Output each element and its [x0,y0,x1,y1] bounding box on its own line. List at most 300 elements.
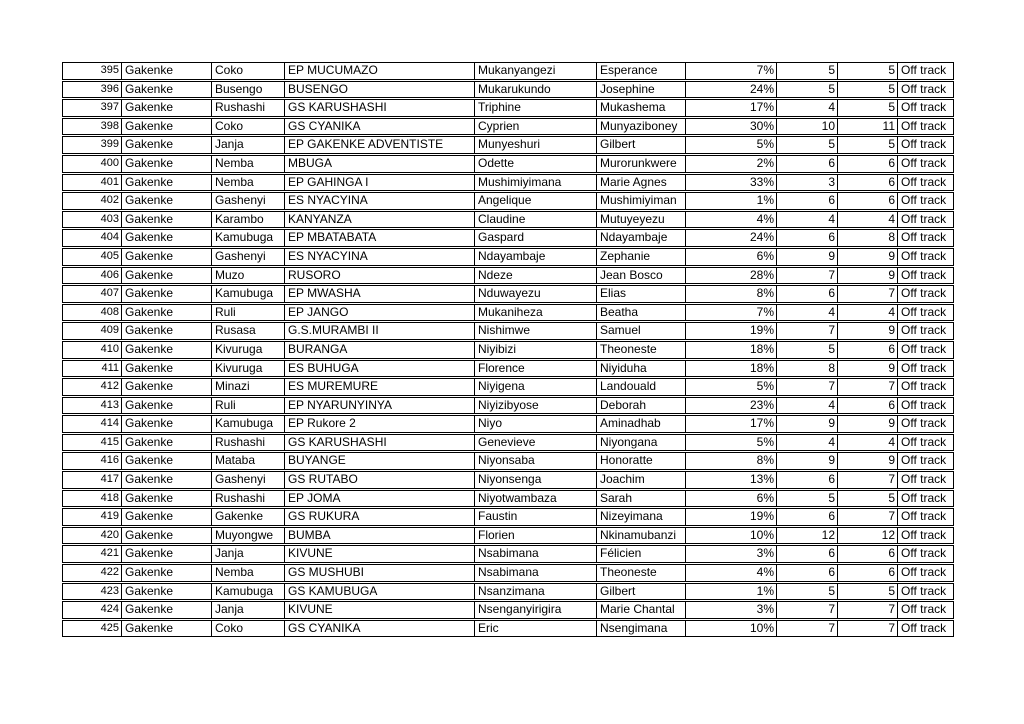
cell-metric-2: 4 [837,435,897,451]
cell-last-name: Marie Chantal [596,602,685,618]
table-row [62,62,954,80]
cell-metric-1: 4 [776,100,837,116]
table-row [62,248,954,266]
cell-percent: 5% [685,379,776,395]
cell-school: G.S.MURAMBI II [284,323,474,339]
cell-sector: Gashenyi [211,193,284,209]
cell-first-name: Niyonsaba [474,453,596,469]
cell-first-name: Mushimiyimana [474,175,596,191]
cell-last-name: Munyaziboney [596,119,685,135]
cell-status: Off track [897,119,953,135]
cell-first-name: Faustin [474,509,596,525]
cell-last-name: Deborah [596,398,685,414]
cell-status: Off track [897,453,953,469]
table-row [62,471,954,489]
cell-school: GS MUSHUBI [284,565,474,581]
cell-status: Off track [897,156,953,172]
cell-sector: Muyongwe [211,528,284,544]
cell-school: KANYANZA [284,212,474,228]
cell-last-name: Marie Agnes [596,175,685,191]
table-row [62,341,954,359]
cell-metric-2: 7 [837,621,897,637]
cell-first-name: Nsabimana [474,565,596,581]
table-row [62,490,954,508]
cell-metric-1: 12 [776,528,837,544]
table-row [62,601,954,619]
cell-status: Off track [897,268,953,284]
cell-status: Off track [897,379,953,395]
cell-percent: 10% [685,528,776,544]
cell-district: Gakenke [121,435,211,451]
cell-school: GS KARUSHASHI [284,100,474,116]
table-row [62,99,954,117]
cell-status: Off track [897,416,953,432]
cell-district: Gakenke [121,509,211,525]
cell-district: Gakenke [121,268,211,284]
cell-metric-2: 6 [837,546,897,562]
cell-sector: Kivuruga [211,361,284,377]
cell-status: Off track [897,100,953,116]
cell-metric-1: 5 [776,63,837,79]
cell-sector: Rushashi [211,435,284,451]
cell-row-number: 397 [100,101,119,114]
cell-percent: 10% [685,621,776,637]
cell-school: ES NYACYINA [284,193,474,209]
cell-first-name: Niyonsenga [474,472,596,488]
cell-last-name: Sarah [596,491,685,507]
cell-first-name: Claudine [474,212,596,228]
table-row [62,285,954,303]
cell-last-name: Niyongana [596,435,685,451]
cell-first-name: Angelique [474,193,596,209]
cell-school: KIVUNE [284,602,474,618]
cell-sector: Gashenyi [211,249,284,265]
cell-first-name: Mukaniheza [474,305,596,321]
cell-row-number: 400 [100,156,119,169]
cell-percent: 13% [685,472,776,488]
cell-metric-2: 7 [837,286,897,302]
cell-row-number: 425 [100,621,119,634]
cell-metric-1: 7 [776,268,837,284]
table-row [62,136,954,154]
cell-school: EP MUCUMAZO [284,63,474,79]
cell-row-number: 420 [100,528,119,541]
cell-first-name: Gaspard [474,230,596,246]
cell-status: Off track [897,472,953,488]
cell-school: EP MWASHA [284,286,474,302]
cell-school: BUYANGE [284,453,474,469]
cell-status: Off track [897,435,953,451]
table-row [62,155,954,173]
table-row [62,229,954,247]
cell-district: Gakenke [121,528,211,544]
cell-metric-2: 5 [837,63,897,79]
cell-sector: Kamubuga [211,286,284,302]
cell-last-name: Jean Bosco [596,268,685,284]
cell-metric-1: 7 [776,602,837,618]
cell-metric-1: 8 [776,361,837,377]
cell-row-number: 423 [100,584,119,597]
cell-first-name: Niyizibyose [474,398,596,414]
cell-first-name: Florence [474,361,596,377]
cell-metric-2: 6 [837,342,897,358]
cell-row-number: 401 [100,175,119,188]
cell-metric-1: 6 [776,193,837,209]
cell-metric-1: 5 [776,584,837,600]
cell-row-number: 396 [100,82,119,95]
cell-percent: 17% [685,100,776,116]
cell-metric-1: 9 [776,453,837,469]
cell-last-name: Nkinamubanzi [596,528,685,544]
school-records-table [62,62,954,638]
cell-school: BUSENGO [284,82,474,98]
cell-district: Gakenke [121,323,211,339]
cell-last-name: Gilbert [596,137,685,153]
cell-row-number: 417 [100,473,119,486]
cell-status: Off track [897,193,953,209]
cell-metric-1: 6 [776,230,837,246]
cell-metric-2: 9 [837,416,897,432]
cell-district: Gakenke [121,193,211,209]
table-row [62,322,954,340]
cell-row-number: 414 [100,417,119,430]
cell-district: Gakenke [121,119,211,135]
cell-status: Off track [897,249,953,265]
cell-percent: 5% [685,435,776,451]
cell-metric-2: 6 [837,193,897,209]
cell-sector: Coko [211,119,284,135]
cell-school: EP GAHINGA I [284,175,474,191]
cell-percent: 3% [685,546,776,562]
cell-percent: 19% [685,509,776,525]
table-row [62,545,954,563]
cell-row-number: 413 [100,398,119,411]
cell-last-name: Theoneste [596,342,685,358]
cell-school: ES BUHUGA [284,361,474,377]
cell-percent: 28% [685,268,776,284]
cell-status: Off track [897,491,953,507]
cell-metric-2: 6 [837,175,897,191]
cell-school: EP MBATABATA [284,230,474,246]
cell-metric-2: 4 [837,212,897,228]
cell-percent: 4% [685,565,776,581]
cell-last-name: Ndayambaje [596,230,685,246]
cell-last-name: Mukashema [596,100,685,116]
cell-status: Off track [897,565,953,581]
cell-metric-2: 5 [837,82,897,98]
cell-sector: Coko [211,621,284,637]
cell-sector: Janja [211,602,284,618]
cell-last-name: Nizeyimana [596,509,685,525]
cell-metric-2: 9 [837,268,897,284]
cell-sector: Karambo [211,212,284,228]
cell-first-name: Florien [474,528,596,544]
cell-school: BUMBA [284,528,474,544]
cell-sector: Nemba [211,175,284,191]
cell-status: Off track [897,63,953,79]
cell-metric-1: 6 [776,546,837,562]
cell-metric-1: 9 [776,416,837,432]
cell-last-name: Murorunkwere [596,156,685,172]
cell-metric-1: 6 [776,565,837,581]
cell-status: Off track [897,342,953,358]
cell-sector: Rushashi [211,491,284,507]
cell-district: Gakenke [121,565,211,581]
cell-district: Gakenke [121,342,211,358]
cell-school: GS RUKURA [284,509,474,525]
cell-percent: 6% [685,249,776,265]
cell-school: BURANGA [284,342,474,358]
cell-row-number: 424 [100,603,119,616]
table-row [62,434,954,452]
cell-metric-2: 12 [837,528,897,544]
cell-school: MBUGA [284,156,474,172]
cell-sector: Busengo [211,82,284,98]
cell-percent: 30% [685,119,776,135]
cell-sector: Rusasa [211,323,284,339]
cell-row-number: 408 [100,305,119,318]
cell-status: Off track [897,528,953,544]
cell-metric-1: 4 [776,398,837,414]
cell-school: EP NYARUNYINYA [284,398,474,414]
cell-first-name: Niyibizi [474,342,596,358]
cell-district: Gakenke [121,602,211,618]
cell-percent: 1% [685,584,776,600]
cell-metric-2: 4 [837,305,897,321]
cell-sector: Mataba [211,453,284,469]
cell-row-number: 418 [100,491,119,504]
cell-district: Gakenke [121,472,211,488]
cell-district: Gakenke [121,416,211,432]
cell-status: Off track [897,398,953,414]
cell-district: Gakenke [121,491,211,507]
cell-sector: Minazi [211,379,284,395]
cell-metric-2: 6 [837,156,897,172]
cell-percent: 24% [685,82,776,98]
cell-last-name: Mushimiyiman [596,193,685,209]
table-row [62,304,954,322]
cell-last-name: Gilbert [596,584,685,600]
cell-row-number: 406 [100,268,119,281]
cell-percent: 6% [685,491,776,507]
table-row [62,415,954,433]
cell-status: Off track [897,621,953,637]
cell-district: Gakenke [121,137,211,153]
cell-percent: 24% [685,230,776,246]
cell-metric-2: 9 [837,249,897,265]
table-row [62,620,954,638]
cell-percent: 8% [685,453,776,469]
cell-last-name: Joachim [596,472,685,488]
table-row [62,211,954,229]
cell-status: Off track [897,323,953,339]
cell-sector: Janja [211,137,284,153]
cell-status: Off track [897,546,953,562]
cell-percent: 8% [685,286,776,302]
cell-first-name: Niyigena [474,379,596,395]
cell-percent: 3% [685,602,776,618]
cell-first-name: Mukanyangezi [474,63,596,79]
cell-percent: 5% [685,137,776,153]
cell-sector: Coko [211,63,284,79]
cell-row-number: 409 [100,324,119,337]
cell-first-name: Nishimwe [474,323,596,339]
cell-row-number: 395 [100,64,119,76]
table-row [62,378,954,396]
cell-school: ES NYACYINA [284,249,474,265]
table-row [62,452,954,470]
cell-metric-2: 6 [837,398,897,414]
table-row [62,564,954,582]
cell-metric-2: 5 [837,491,897,507]
cell-status: Off track [897,361,953,377]
cell-row-number: 422 [100,566,119,579]
cell-metric-2: 7 [837,602,897,618]
cell-first-name: Cyprien [474,119,596,135]
cell-district: Gakenke [121,361,211,377]
cell-sector: Kivuruga [211,342,284,358]
cell-metric-2: 6 [837,565,897,581]
cell-last-name: Mutuyeyezu [596,212,685,228]
cell-status: Off track [897,305,953,321]
cell-row-number: 398 [100,119,119,132]
cell-row-number: 411 [101,361,119,374]
cell-sector: Nemba [211,565,284,581]
cell-status: Off track [897,212,953,228]
cell-status: Off track [897,230,953,246]
cell-last-name: Landouald [596,379,685,395]
cell-row-number: 405 [100,249,119,262]
cell-metric-2: 11 [837,119,897,135]
cell-metric-2: 5 [837,584,897,600]
cell-sector: Gashenyi [211,472,284,488]
cell-school: EP Rukore 2 [284,416,474,432]
cell-sector: Nemba [211,156,284,172]
cell-sector: Rushashi [211,100,284,116]
cell-district: Gakenke [121,156,211,172]
cell-metric-1: 4 [776,305,837,321]
cell-row-number: 402 [100,194,119,207]
cell-first-name: Nduwayezu [474,286,596,302]
cell-percent: 18% [685,342,776,358]
cell-school: KIVUNE [284,546,474,562]
cell-status: Off track [897,584,953,600]
cell-last-name: Theoneste [596,565,685,581]
cell-district: Gakenke [121,398,211,414]
table-row [62,527,954,545]
cell-metric-1: 6 [776,286,837,302]
cell-district: Gakenke [121,286,211,302]
table-row [62,174,954,192]
cell-district: Gakenke [121,249,211,265]
cell-metric-2: 5 [837,137,897,153]
cell-metric-1: 7 [776,323,837,339]
cell-district: Gakenke [121,100,211,116]
cell-school: GS KAMUBUGA [284,584,474,600]
cell-metric-1: 9 [776,249,837,265]
cell-school: GS KARUSHASHI [284,435,474,451]
cell-last-name: Félicien [596,546,685,562]
cell-last-name: Honoratte [596,453,685,469]
cell-first-name: Odette [474,156,596,172]
cell-row-number: 416 [100,454,119,467]
cell-metric-2: 7 [837,509,897,525]
cell-row-number: 412 [100,380,119,393]
cell-school: EP GAKENKE ADVENTISTE [284,137,474,153]
cell-school: ES MUREMURE [284,379,474,395]
cell-metric-1: 5 [776,342,837,358]
cell-first-name: Niyotwambaza [474,491,596,507]
cell-metric-1: 5 [776,137,837,153]
cell-metric-1: 7 [776,621,837,637]
cell-last-name: Esperance [596,63,685,79]
cell-first-name: Nsabimana [474,546,596,562]
cell-row-number: 399 [100,138,119,151]
cell-last-name: Josephine [596,82,685,98]
cell-row-number: 407 [100,287,119,300]
cell-metric-2: 8 [837,230,897,246]
cell-status: Off track [897,82,953,98]
cell-school: GS RUTABO [284,472,474,488]
cell-first-name: Eric [474,621,596,637]
cell-school: EP JANGO [284,305,474,321]
table-row [62,508,954,526]
cell-percent: 17% [685,416,776,432]
cell-district: Gakenke [121,379,211,395]
table-row [62,397,954,415]
cell-metric-1: 10 [776,119,837,135]
cell-metric-2: 7 [837,379,897,395]
table-row [62,192,954,210]
cell-district: Gakenke [121,621,211,637]
table-row [62,360,954,378]
cell-school: GS CYANIKA [284,621,474,637]
cell-row-number: 404 [100,231,119,244]
cell-sector: Kamubuga [211,230,284,246]
cell-row-number: 403 [100,212,119,225]
cell-metric-1: 6 [776,472,837,488]
cell-sector: Kamubuga [211,416,284,432]
table-row [62,583,954,601]
cell-first-name: Triphine [474,100,596,116]
cell-percent: 33% [685,175,776,191]
cell-first-name: Genevieve [474,435,596,451]
cell-row-number: 415 [100,435,119,448]
cell-sector: Kamubuga [211,584,284,600]
table-row [62,118,954,136]
cell-status: Off track [897,175,953,191]
cell-metric-2: 9 [837,453,897,469]
cell-percent: 2% [685,156,776,172]
cell-metric-1: 5 [776,82,837,98]
cell-metric-1: 5 [776,491,837,507]
cell-last-name: Nsengimana [596,621,685,637]
cell-sector: Ruli [211,398,284,414]
cell-first-name: Munyeshuri [474,137,596,153]
cell-last-name: Elias [596,286,685,302]
cell-first-name: Nsenganyirigira [474,602,596,618]
cell-status: Off track [897,509,953,525]
cell-row-number: 410 [100,342,119,355]
cell-percent: 23% [685,398,776,414]
cell-percent: 4% [685,212,776,228]
cell-metric-1: 6 [776,509,837,525]
cell-metric-1: 6 [776,156,837,172]
cell-last-name: Zephanie [596,249,685,265]
cell-district: Gakenke [121,230,211,246]
cell-district: Gakenke [121,212,211,228]
cell-percent: 1% [685,193,776,209]
